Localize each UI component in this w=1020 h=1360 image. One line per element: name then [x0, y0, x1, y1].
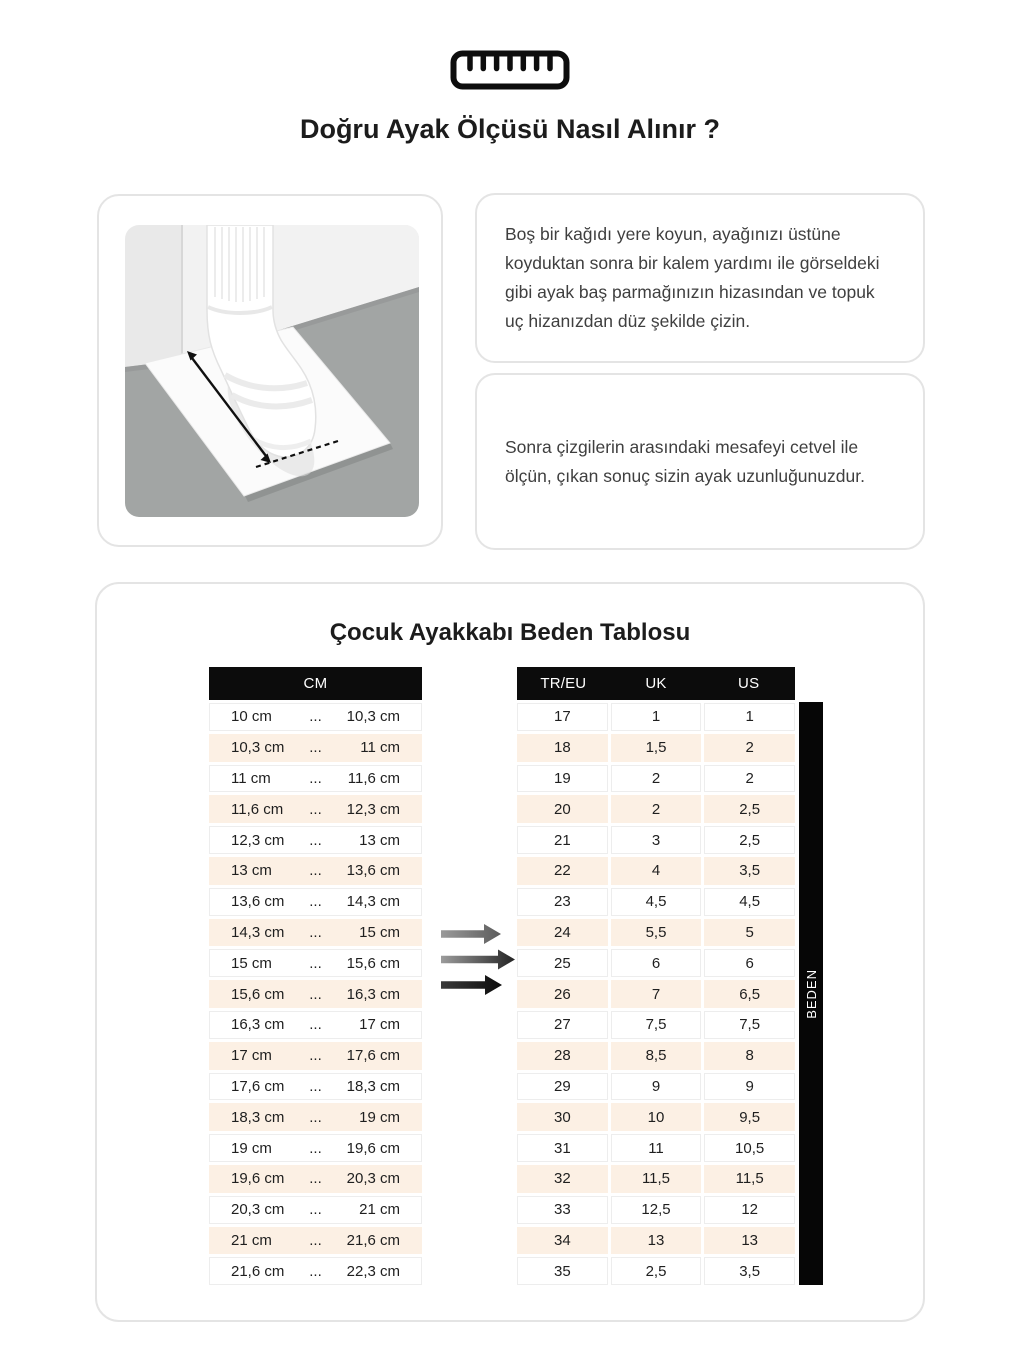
us-value: 9: [704, 1073, 795, 1101]
range-separator: ...: [309, 1016, 322, 1034]
cm-to-value: 15,6 cm: [346, 954, 400, 972]
cm-from-value: 15 cm: [231, 954, 272, 972]
range-separator: ...: [309, 1262, 322, 1280]
cm-from-value: 17 cm: [231, 1047, 272, 1065]
cm-to-value: 21,6 cm: [346, 1231, 400, 1249]
tr-eu-value: 26: [517, 980, 608, 1008]
cm-to-value: 13 cm: [359, 831, 400, 849]
cm-range-row: [209, 919, 422, 947]
tr-eu-value: 27: [517, 1011, 608, 1039]
range-separator: ...: [309, 739, 322, 757]
cm-from-value: 11 cm: [231, 769, 271, 787]
uk-value: 4: [611, 857, 702, 885]
cm-table-header: CM: [209, 667, 422, 700]
cm-range-row: [209, 1073, 422, 1101]
triple-right-arrows-icon: [439, 921, 517, 999]
tr-eu-value: 17: [517, 703, 608, 731]
cm-to-value: 10,3 cm: [346, 708, 400, 726]
cm-range-row: [209, 1134, 422, 1162]
tr-eu-value: 24: [517, 919, 608, 947]
uk-value: 11: [611, 1134, 702, 1162]
cm-to-value: 15 cm: [359, 923, 400, 941]
uk-value: 6: [611, 949, 702, 977]
tr-eu-value: 34: [517, 1227, 608, 1255]
us-value: 12: [704, 1196, 795, 1224]
range-separator: ...: [309, 1231, 322, 1249]
ruler-icon: [0, 50, 1020, 90]
us-value: 1: [704, 703, 795, 731]
uk-value: 7: [611, 980, 702, 1008]
us-value: 3,5: [704, 1257, 795, 1285]
uk-value: 11,5: [611, 1165, 702, 1193]
us-value: 2: [704, 734, 795, 762]
us-value: 9,5: [704, 1103, 795, 1131]
cm-range-row: [209, 1042, 422, 1070]
range-separator: ...: [309, 893, 322, 911]
range-separator: ...: [309, 862, 322, 880]
uk-value: 10: [611, 1103, 702, 1131]
range-separator: ...: [309, 831, 322, 849]
size-table-title: Çocuk Ayakkabı Beden Tablosu: [329, 619, 691, 646]
cm-from-value: 17,6 cm: [231, 1077, 285, 1095]
tr-eu-value: 20: [517, 795, 608, 823]
uk-value: 3: [611, 826, 702, 854]
us-value: 10,5: [704, 1134, 795, 1162]
uk-value: 13: [611, 1227, 702, 1255]
cm-to-value: 20,3 cm: [346, 1170, 400, 1188]
cm-from-value: 13,6 cm: [231, 893, 285, 911]
range-separator: ...: [309, 923, 322, 941]
range-separator: ...: [309, 800, 322, 818]
range-separator: ...: [309, 954, 322, 972]
cm-to-value: 18,3 cm: [346, 1077, 400, 1095]
cm-from-value: 14,3 cm: [231, 923, 285, 941]
size-table-header: [517, 667, 795, 700]
us-value: 11,5: [704, 1165, 795, 1193]
us-value: 6: [704, 949, 795, 977]
tr-eu-value: 25: [517, 949, 608, 977]
cm-from-value: 12,3 cm: [231, 831, 285, 849]
tr-eu-value: 29: [517, 1073, 608, 1101]
uk-value: 12,5: [611, 1196, 702, 1224]
col-header-uk: UK: [645, 675, 667, 692]
beden-label: BEDEN: [803, 968, 819, 1019]
cm-from-value: 16,3 cm: [231, 1016, 285, 1034]
uk-value: 5,5: [611, 919, 702, 947]
cm-range-row: [209, 1257, 422, 1285]
cm-range-table: [209, 667, 422, 1285]
us-value: 4,5: [704, 888, 795, 916]
instruction-step-2: [475, 373, 925, 550]
cm-range-row: [209, 703, 422, 731]
instruction-step-2-text: Sonra çizgilerin arasındaki mesafeyi cetvel ile ölçün, çıkan sonuç sizin ayak uzunluğunuzdur.: [505, 436, 865, 486]
page-title: Doğru Ayak Ölçüsü Nasıl Alınır ?: [299, 114, 721, 144]
tr-eu-value: 23: [517, 888, 608, 916]
cm-to-value: 17,6 cm: [346, 1047, 400, 1065]
cm-from-value: 19,6 cm: [231, 1170, 285, 1188]
tr-eu-value: 30: [517, 1103, 608, 1131]
instruction-step-1-text: Boş bir kağıdı yere koyun, ayağınızı üstüne koyduktan sonra bir kalem yardımı ile görseldeki gibi ayak baş parmağınızın hizasından ve topuk uç hizanızdan düz şekilde çizin.: [505, 224, 880, 331]
range-separator: ...: [309, 1139, 322, 1157]
cm-range-row: [209, 826, 422, 854]
tr-eu-value: 22: [517, 857, 608, 885]
col-header-us: US: [738, 675, 760, 692]
us-value: 2: [704, 765, 795, 793]
cm-from-value: 21 cm: [231, 1231, 272, 1249]
tr-eu-value: 35: [517, 1257, 608, 1285]
cm-to-value: 14,3 cm: [346, 893, 400, 911]
cm-range-row: [209, 795, 422, 823]
uk-value: 2: [611, 795, 702, 823]
range-separator: ...: [309, 1108, 322, 1126]
tr-eu-value: 28: [517, 1042, 608, 1070]
cm-range-row: [209, 1103, 422, 1131]
cm-to-value: 19,6 cm: [346, 1139, 400, 1157]
cm-range-row: [209, 857, 422, 885]
cm-to-value: 19 cm: [359, 1108, 400, 1126]
cm-from-value: 10 cm: [231, 708, 272, 726]
measurement-photo-card: [97, 194, 443, 547]
tr-eu-value: 19: [517, 765, 608, 793]
shoe-size-table: [517, 667, 795, 1285]
cm-from-value: 21,6 cm: [231, 1262, 285, 1280]
size-table-card: [95, 582, 925, 1322]
cm-from-value: 11,6 cm: [231, 800, 284, 818]
uk-value: 2: [611, 765, 702, 793]
us-value: 3,5: [704, 857, 795, 885]
cm-from-value: 15,6 cm: [231, 985, 285, 1003]
us-value: 2,5: [704, 795, 795, 823]
range-separator: ...: [309, 769, 322, 787]
foot-measurement-photo: [125, 225, 419, 517]
uk-value: 4,5: [611, 888, 702, 916]
us-value: 6,5: [704, 980, 795, 1008]
cm-table-rows: [209, 703, 422, 1285]
us-value: 8: [704, 1042, 795, 1070]
range-separator: ...: [309, 1047, 322, 1065]
beden-side-bar: [799, 702, 823, 1285]
tr-eu-value: 21: [517, 826, 608, 854]
range-separator: ...: [309, 1170, 322, 1188]
tr-eu-value: 18: [517, 734, 608, 762]
cm-to-value: 13,6 cm: [346, 862, 400, 880]
uk-value: 1: [611, 703, 702, 731]
cm-to-value: 11 cm: [360, 739, 400, 757]
col-header-tr-eu: TR/EU: [540, 675, 587, 692]
cm-from-value: 19 cm: [231, 1139, 272, 1157]
range-separator: ...: [309, 708, 322, 726]
range-separator: ...: [309, 1077, 322, 1095]
cm-range-row: [209, 949, 422, 977]
cm-range-row: [209, 1165, 422, 1193]
cm-to-value: 12,3 cm: [346, 800, 400, 818]
cm-to-value: 17 cm: [359, 1016, 400, 1034]
range-separator: ...: [309, 1201, 322, 1219]
us-value: 2,5: [704, 826, 795, 854]
cm-from-value: 18,3 cm: [231, 1108, 285, 1126]
cm-to-value: 11,6 cm: [347, 769, 400, 787]
size-table-rows: [517, 703, 795, 1285]
cm-to-value: 22,3 cm: [346, 1262, 400, 1280]
uk-value: 8,5: [611, 1042, 702, 1070]
cm-from-value: 20,3 cm: [231, 1201, 285, 1219]
tr-eu-value: 32: [517, 1165, 608, 1193]
cm-range-row: [209, 1196, 422, 1224]
cm-range-row: [209, 765, 422, 793]
cm-range-row: [209, 980, 422, 1008]
tr-eu-value: 33: [517, 1196, 608, 1224]
uk-value: 2,5: [611, 1257, 702, 1285]
cm-range-row: [209, 734, 422, 762]
us-value: 7,5: [704, 1011, 795, 1039]
us-value: 13: [704, 1227, 795, 1255]
cm-to-value: 21 cm: [359, 1201, 400, 1219]
cm-to-value: 16,3 cm: [346, 985, 400, 1003]
cm-range-row: [209, 1227, 422, 1255]
us-value: 5: [704, 919, 795, 947]
instruction-step-1: [475, 193, 925, 363]
cm-from-value: 13 cm: [231, 862, 272, 880]
range-separator: ...: [309, 985, 322, 1003]
cm-range-row: [209, 1011, 422, 1039]
uk-value: 9: [611, 1073, 702, 1101]
cm-range-row: [209, 888, 422, 916]
uk-value: 1,5: [611, 734, 702, 762]
tr-eu-value: 31: [517, 1134, 608, 1162]
cm-from-value: 10,3 cm: [231, 739, 285, 757]
uk-value: 7,5: [611, 1011, 702, 1039]
